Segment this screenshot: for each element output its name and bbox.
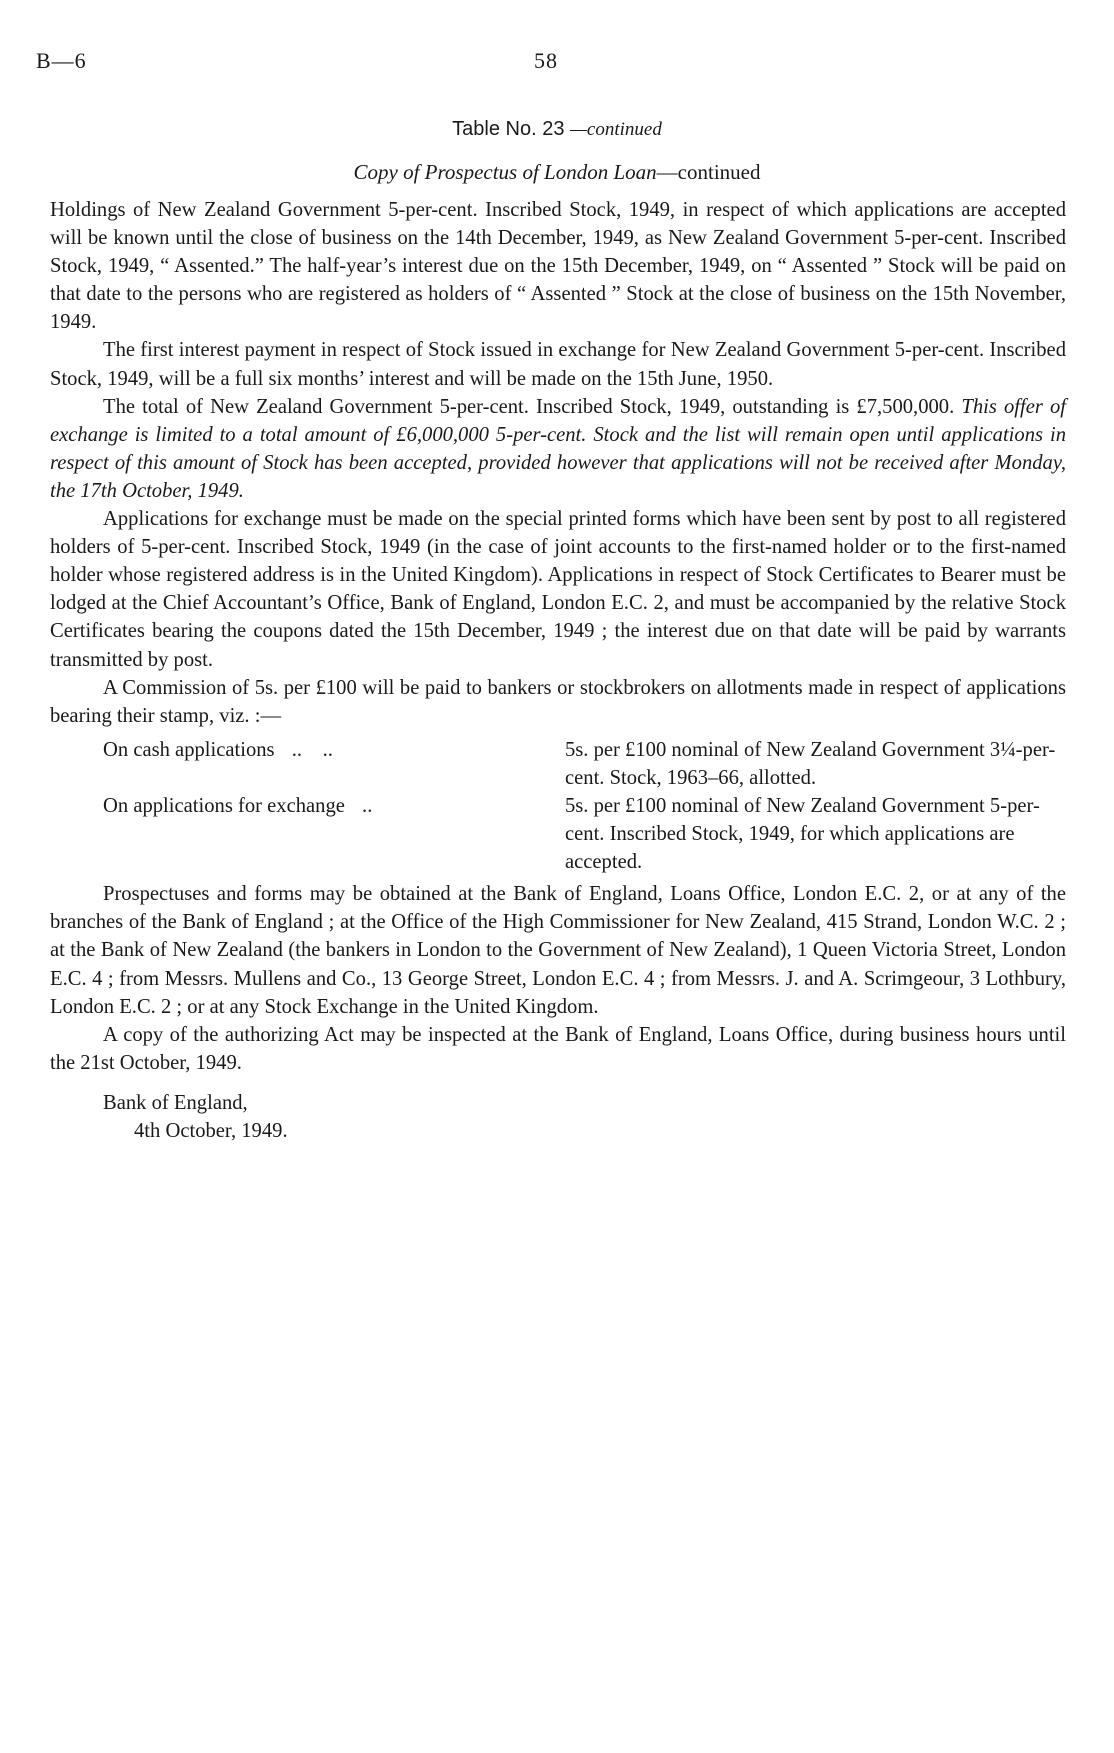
paragraph-commission: A Commission of 5s. per £100 will be paid to bankers or stockbrokers on allotments made in respect of applications bearing their stamp, viz. :— [50, 676, 1066, 727]
signature-block [50, 1089, 1066, 1145]
commission-leader: .. [362, 794, 373, 817]
paragraph-authorizing-act: A copy of the authorizing Act may be inspected at the Bank of England, Loans Office, during business hours until the 21st October, 1949. [50, 1023, 1066, 1074]
commission-kind [50, 792, 565, 876]
table-title-label: Table No. 23 [452, 118, 565, 140]
commission-kind-label: On applications for exchange [103, 794, 345, 817]
body-text [50, 196, 1066, 1145]
commission-kind [50, 736, 565, 792]
subtitle-continued: —continued [656, 160, 761, 184]
commission-table [50, 736, 1066, 876]
paragraph-holdings: Holdings of New Zealand Government 5-per-cent. Inscribed Stock, 1949, in respect of which applications are accepted will be known until the close of business on the 14th December, 1949, as New Zealand Government 5-per-cent. Inscribed Stock, 1949, “ Assented.” The half-year’s interest due on the 15th December, 1949, on “ Assented ” Stock will be paid on that date to the persons who are registered as holders of “ Assented ” Stock at the close of business on the 15th November, 1949. [50, 199, 1066, 334]
paragraph-first-interest: The first interest payment in respect of Stock issued in exchange for New Zealand Government 5-per-cent. Inscribed Stock, 1949, will be a full six months’ interest and will be made on the 15th June, 1950. [50, 339, 1066, 390]
paragraph-offer-limit: This offer of exchange is limited to a total amount of £6,000,000 5-per-cent. Stock and the list will remain open until applications in respect of this amount of Stock has been accepted, provided however that applications will not be received after Monday, the 17th October, 1949. [50, 395, 1066, 502]
table-title [0, 118, 1114, 141]
commission-row [50, 736, 1066, 792]
paragraph-prospectuses: Prospectuses and forms may be obtained at the Bank of England, Loans Office, London E.C. 2, or at any of the branches of the Bank of England ; at the Office of the High Commissioner for New Zealand, 415 Strand, London W.C. 2 ; at the Bank of New Zealand (the bankers in London to the Government of New Zealand), 1 Queen Victoria Street, London E.C. 4 ; from Messrs. Mullens and Co., 13 George Street, London E.C. 4 ; from Messrs. J. and A. Scrimgeour, 3 Lothbury, London E.C. 2 ; or at any Stock Exchange in the United Kingdom. [50, 883, 1066, 1018]
paragraph-total-outstanding [50, 393, 1066, 505]
commission-leader: .. .. [291, 738, 333, 761]
section-subtitle [0, 160, 1114, 185]
section-label: B—6 [36, 48, 87, 73]
signature-date: 4th October, 1949. [134, 1120, 288, 1142]
commission-kind-label: On cash applications [103, 738, 275, 761]
page-number: 58 [534, 48, 558, 73]
commission-rate: 5s. per £100 nominal of New Zealand Government 5-per-cent. Inscribed Stock, 1949, for which applications are accepted. [565, 794, 1040, 874]
paragraph-applications: Applications for exchange must be made on the special printed forms which have been sent by post to all registered holders of 5-per-cent. Inscribed Stock, 1949 (in the case of joint accounts to the first-named holder or to the first-named holder whose registered address is in the United Kingdom). Applications in respect of Stock Certificates to Bearer must be lodged at the Chief Accountant’s Office, Bank of England, London E.C. 2, and must be accompanied by the relative Stock Certificates bearing the coupons dated the 15th December, 1949 ; the interest due on that date will be paid by warrants transmitted by post. [50, 508, 1066, 671]
table-title-continued: —continued [570, 119, 662, 140]
paragraph-total-plain: The total of New Zealand Government 5-per-cent. Inscribed Stock, 1949, outstanding is £7,500,000. [103, 395, 962, 418]
signature-issuer: Bank of England, [103, 1091, 248, 1114]
subtitle-italic: Copy of Prospectus of London Loan [353, 160, 657, 184]
commission-rate: 5s. per £100 nominal of New Zealand Government 3¼-per-cent. Stock, 1963–66, allotted. [565, 738, 1056, 789]
commission-row [50, 792, 1066, 876]
